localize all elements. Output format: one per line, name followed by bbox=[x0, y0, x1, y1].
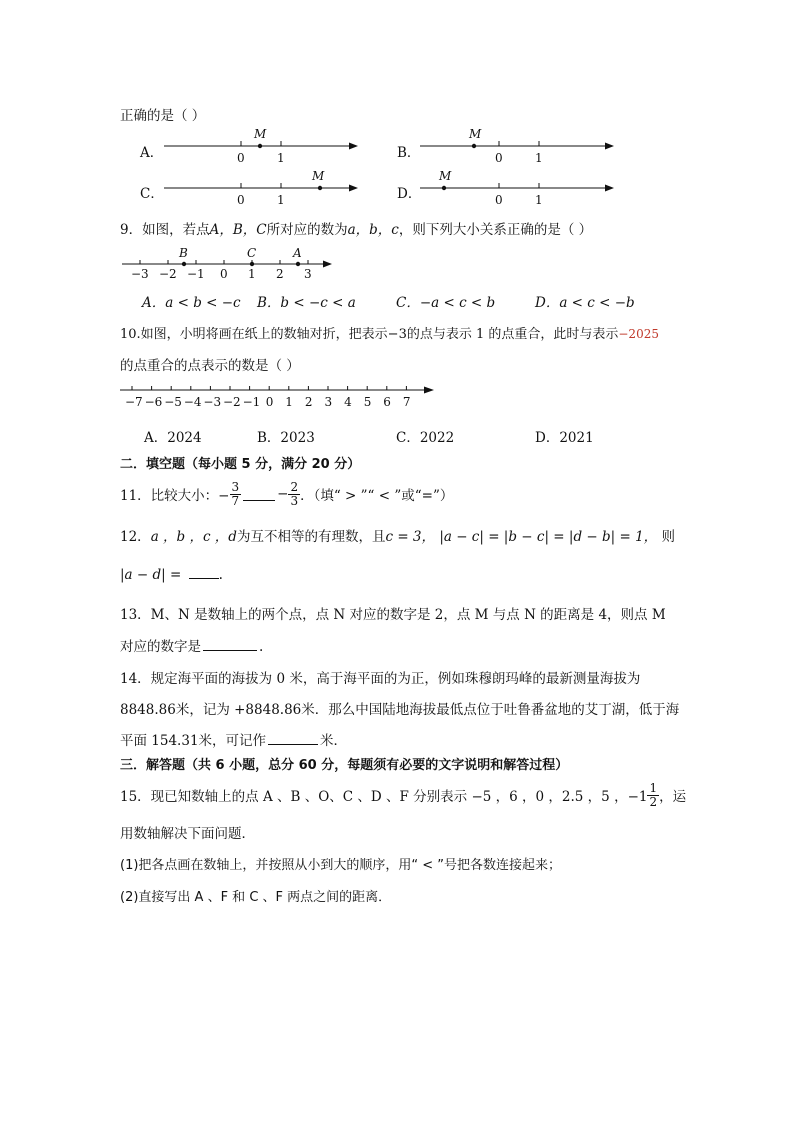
q8b-tick-1: 1 bbox=[535, 151, 543, 165]
q10-tick-label: 4 bbox=[344, 395, 352, 409]
q14-line1: 14．规定海平面的海拔为 0 米，高于海平面的为正，例如珠穆朗玛峰的最新测量海拔为 bbox=[120, 671, 641, 687]
q9-tick: −1 bbox=[187, 267, 205, 281]
q8a-tick-0: 0 bbox=[237, 151, 245, 165]
q8-option-b-key: B． bbox=[397, 145, 421, 161]
q11-answer-blank bbox=[243, 488, 275, 501]
q9-tick: 0 bbox=[220, 267, 228, 281]
q10-stem-line2: 的点重合的点表示的数是（ ） bbox=[120, 358, 300, 374]
q12-answer-blank bbox=[189, 566, 219, 579]
q15-part2: (2)直接写出 A 、F 和 C 、F 两点之间的距离． bbox=[120, 890, 392, 905]
q13-answer-blank bbox=[203, 638, 257, 651]
q10-option-c: C．2022 bbox=[396, 430, 455, 446]
q8-option-c-numberline bbox=[160, 166, 365, 208]
q11-fraction-1: $\frac{3}{7}$ bbox=[231, 479, 240, 508]
q10-stem-line1: 10.如图，小明将画在纸上的数轴对折，把表示−3的点与表示 1 的点重合，此时与表示−2025 bbox=[120, 327, 659, 342]
q10-tick-label: −1 bbox=[242, 395, 261, 409]
q14-answer-blank bbox=[268, 732, 318, 745]
q10-tick-label: 3 bbox=[324, 395, 333, 409]
q14-line3: 平面 154.31米，可记作 米． bbox=[120, 733, 348, 749]
q9-tick: −3 bbox=[131, 267, 149, 281]
q15-part1: (1)把各点画在数轴上，并按照从小到大的顺序，用“ < ”号把各数连接起来； bbox=[120, 858, 562, 873]
q10-tick-label: −4 bbox=[183, 395, 202, 409]
q11: 11．比较大小：− $\frac{3}{7}$ − $\frac{2}{3}$ ．（填“ > ”“ < ”或“=”） bbox=[120, 479, 454, 508]
q10-tick-label: 1 bbox=[285, 395, 293, 409]
q10-tick-label: −7 bbox=[125, 395, 143, 409]
q15-mixed-fraction: $\frac{1}{2}$ bbox=[649, 780, 658, 809]
q10-option-b: B．2023 bbox=[257, 430, 315, 446]
q9-option-b: B．b < −c < a bbox=[257, 295, 356, 311]
q9-tick: −2 bbox=[159, 267, 177, 281]
q8-option-d-numberline bbox=[416, 166, 621, 208]
q8a-tick-1: 1 bbox=[277, 151, 285, 165]
q9-point-a: A bbox=[293, 246, 302, 260]
q10-tick-label: 5 bbox=[363, 395, 372, 409]
q8-option-a-key: A． bbox=[140, 145, 164, 161]
q8-option-c-key: C． bbox=[140, 186, 164, 202]
q10-tick-label: 2 bbox=[304, 395, 313, 409]
section-3-heading: 三．解答题（共 6 小题，总分 60 分，每题须有必要的文字说明和解答过程） bbox=[120, 758, 569, 773]
q12-line1: 12．a ，b ，c ，d为互不相等的有理数，且c = 3， |a − c| = |b − c| = |d − b| = 1， 则 bbox=[120, 529, 675, 545]
q9-point-b: B bbox=[179, 246, 188, 260]
q10-tick-label: −5 bbox=[164, 395, 182, 409]
q9-tick: 2 bbox=[276, 267, 284, 281]
q8c-tick-1: 1 bbox=[277, 193, 285, 207]
q10-tick-label: 7 bbox=[402, 395, 411, 409]
q8d-tick-1: 1 bbox=[535, 193, 543, 207]
q9-option-a: A．a < b < −c bbox=[142, 295, 241, 311]
q9-tick: 1 bbox=[248, 267, 256, 281]
q8b-tick-0: 0 bbox=[495, 151, 503, 165]
q10-tick-label: 0 bbox=[265, 395, 274, 409]
q9-numberline bbox=[118, 244, 338, 282]
q11-fraction-2: $\frac{2}{3}$ bbox=[290, 479, 299, 508]
q10-option-d: D．2021 bbox=[535, 430, 594, 446]
q13-line2: 对应的数字是 . bbox=[120, 639, 264, 655]
q10-option-a: A．2024 bbox=[144, 430, 202, 446]
q10-tick-label: −2 bbox=[223, 395, 241, 409]
q8-stem-tail: 正确的是（ ） bbox=[120, 108, 206, 124]
q8-option-d-key: D． bbox=[397, 186, 422, 202]
q15-line1: 15．现已知数轴上的点 A 、B 、O、C 、D 、F 分别表示 −5 ，6 ，0 ，2.5 ，5 ，−1 $\frac{1}{2}$ ，运 bbox=[120, 780, 687, 809]
q8a-point-label: M bbox=[254, 127, 267, 141]
q13-line1: 13．M、N 是数轴上的两个点，点 N 对应的数字是 2，点 M 与点 N 的距离是 4，则点 M bbox=[120, 607, 666, 623]
q12-line2: |a − d| = . bbox=[120, 567, 223, 583]
q8c-tick-0: 0 bbox=[237, 193, 245, 207]
q8-option-a-numberline bbox=[160, 124, 365, 166]
q14-line2: 8848.86米，记为 +8848.86米．那么中国陆地海拔最低点位于吐鲁番盆地的艾丁湖，低于海 bbox=[120, 702, 680, 718]
q9-point-c: C bbox=[247, 246, 257, 260]
q9-option-c: C．−a < c < b bbox=[396, 295, 496, 311]
q10-tick-label: 6 bbox=[383, 395, 391, 409]
section-2-heading: 二．填空题（每小题 5 分，满分 20 分） bbox=[120, 457, 361, 472]
q8d-point-label: M bbox=[439, 169, 452, 183]
q10-tick-label: −3 bbox=[203, 395, 222, 409]
q8-option-b-numberline bbox=[416, 124, 621, 166]
q8d-tick-0: 0 bbox=[495, 193, 503, 207]
q10-tick-label: −6 bbox=[144, 395, 163, 409]
q8c-point-label: M bbox=[312, 169, 325, 183]
q15-line2: 用数轴解决下面问题． bbox=[120, 826, 255, 842]
q10-numberline bbox=[118, 378, 440, 412]
q8b-point-label: M bbox=[469, 127, 482, 141]
q9-stem: 9．如图，若点A，B，C所对应的数为a，b，c，则下列大小关系正确的是（ ） bbox=[120, 222, 593, 238]
q9-tick: 3 bbox=[304, 267, 312, 281]
q9-option-d: D．a < c < −b bbox=[535, 295, 635, 311]
